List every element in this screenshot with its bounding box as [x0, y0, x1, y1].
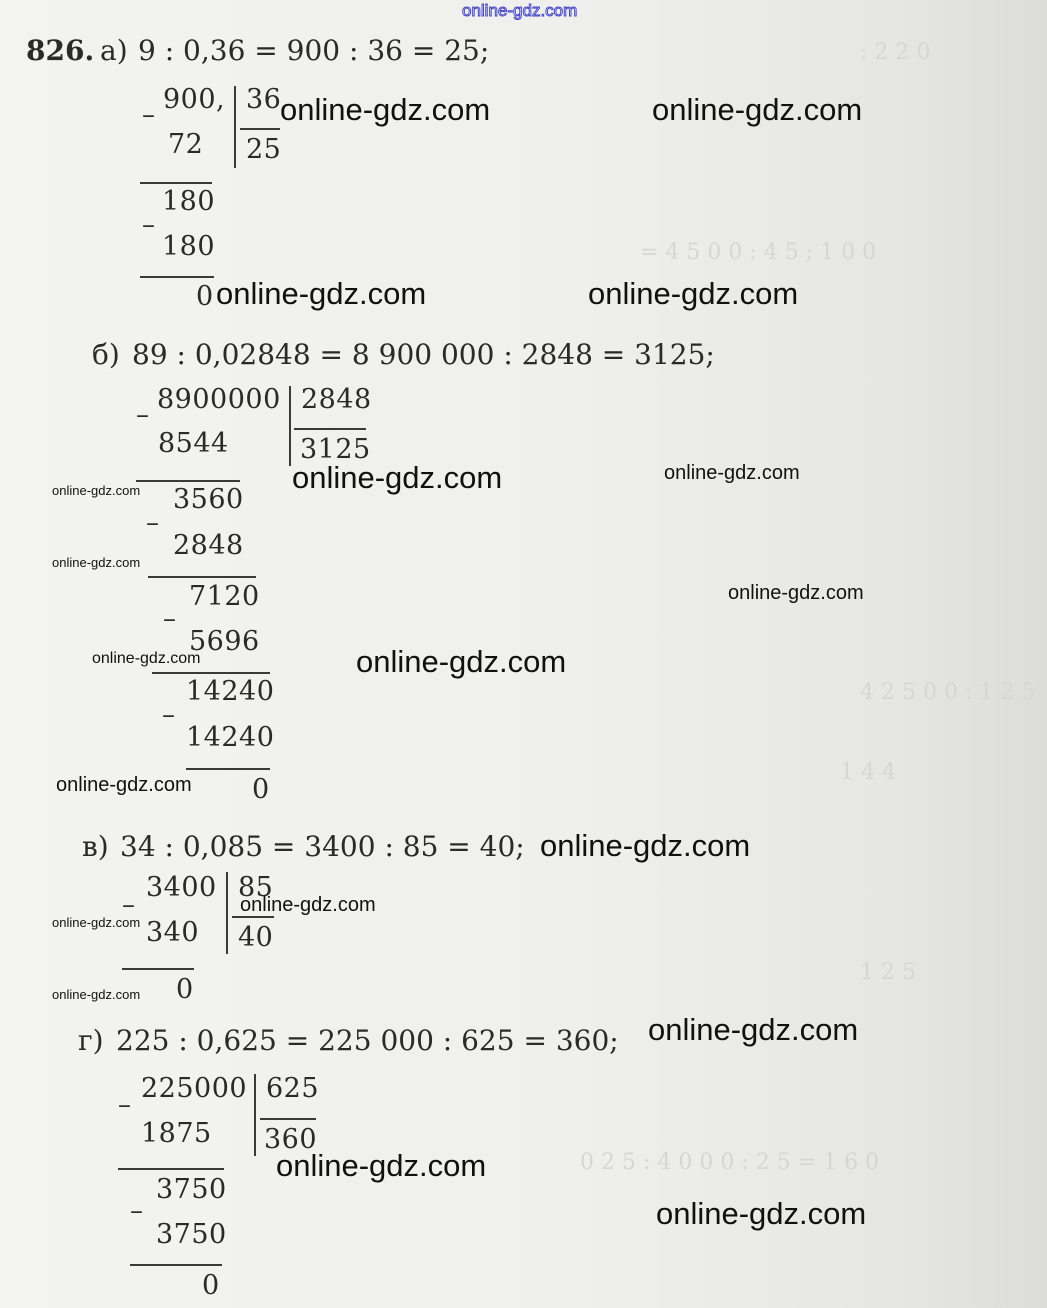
minus-sign: –: [118, 1090, 131, 1120]
minus-sign: –: [142, 100, 155, 130]
bleed-through-text: 1 4 4: [840, 760, 896, 785]
minus-sign: –: [142, 210, 155, 240]
part-v-dividend: 3400: [146, 872, 217, 903]
part-v-quotient: 40: [238, 922, 274, 953]
minus-sign: –: [146, 508, 159, 538]
part-g-step: 1875: [141, 1118, 212, 1149]
part-a-label: а): [100, 34, 128, 67]
subtraction-line: [148, 576, 256, 578]
watermark: online-gdz.com: [652, 92, 863, 127]
part-a-equation: 9 : 0,36 = 900 : 36 = 25;: [138, 34, 490, 67]
part-b-step: 14240: [186, 676, 275, 707]
minus-sign: –: [122, 890, 135, 920]
part-a-step: 180: [162, 231, 216, 262]
watermark: online-gdz.com: [656, 1196, 867, 1231]
subtraction-line: [140, 182, 212, 184]
part-g-step: 3750: [156, 1219, 227, 1250]
watermark: online-gdz.com: [52, 555, 141, 570]
part-a-step: 180: [162, 186, 216, 217]
quotient-line: [294, 428, 366, 430]
watermark: online-gdz.com: [240, 894, 376, 916]
division-bar: [234, 86, 236, 168]
watermark: online-gdz.com: [356, 644, 567, 679]
part-g-quotient: 360: [264, 1124, 318, 1155]
part-g-remainder: 0: [202, 1270, 220, 1301]
watermark: online-gdz.com: [92, 650, 201, 667]
watermark: online-gdz.com: [292, 460, 503, 495]
part-v-equation: 34 : 0,085 = 3400 : 85 = 40;: [120, 830, 525, 863]
bleed-through-text: 4 2 5 0 0 : 1 2 5: [860, 680, 1036, 705]
subtraction-line: [136, 480, 240, 482]
part-b-divisor: 2848: [301, 384, 372, 415]
part-b-step: 3560: [173, 484, 244, 515]
part-b-step: 2848: [173, 530, 244, 561]
watermark: online-gdz.com: [588, 276, 799, 311]
part-b-step: 5696: [189, 626, 260, 657]
part-a-dividend: 900,: [163, 84, 226, 115]
subtraction-line: [186, 768, 270, 770]
minus-sign: –: [136, 400, 149, 430]
bleed-through-text: = 4 5 0 0 : 4 5 ; 1 0 0: [640, 240, 877, 265]
problem-number: 826.: [26, 34, 95, 67]
part-g-dividend: 225000: [141, 1073, 248, 1104]
part-v-remainder: 0: [176, 974, 194, 1005]
bleed-through-text: 1 2 5: [860, 960, 916, 985]
part-g-equation: 225 : 0,625 = 225 000 : 625 = 360;: [116, 1024, 619, 1057]
division-bar: [254, 1074, 256, 1156]
watermark: online-gdz.com: [56, 774, 192, 796]
watermark: online-gdz.com: [648, 1012, 859, 1047]
part-v-step: 340: [146, 917, 200, 948]
subtraction-line: [122, 968, 194, 970]
subtraction-line: [152, 672, 270, 674]
part-b-step: 8544: [158, 428, 229, 459]
part-b-quotient: 3125: [300, 434, 371, 465]
part-b-label: б): [92, 338, 120, 371]
watermark: online-gdz.com: [664, 462, 800, 484]
part-g-divisor: 625: [266, 1073, 320, 1104]
part-v-label: в): [82, 830, 109, 863]
part-b-remainder: 0: [252, 774, 270, 805]
watermark: online-gdz.com: [52, 483, 141, 498]
part-a-quotient: 25: [246, 134, 282, 165]
subtraction-line: [140, 276, 214, 278]
minus-sign: –: [130, 1196, 143, 1226]
part-a-step: 72: [168, 129, 204, 160]
watermark: online-gdz.com: [280, 92, 491, 127]
part-a-remainder: 0: [196, 281, 214, 312]
bleed-through-text: : 2 2 0: [860, 40, 931, 65]
quotient-line: [260, 1118, 316, 1120]
watermark: online-gdz.com: [52, 915, 141, 930]
quotient-line: [240, 128, 280, 130]
division-bar: [289, 386, 291, 466]
part-b-dividend: 8900000: [157, 384, 281, 415]
minus-sign: –: [162, 700, 175, 730]
subtraction-line: [130, 1264, 222, 1266]
watermark: online-gdz.com: [728, 582, 864, 604]
part-g-step: 3750: [156, 1174, 227, 1205]
part-v-divisor: 85: [238, 872, 274, 903]
watermark: online-gdz.com: [540, 828, 751, 863]
part-a-divisor: 36: [246, 84, 282, 115]
watermark: online-gdz.com: [216, 276, 427, 311]
watermark: online-gdz.com: [52, 987, 141, 1002]
part-b-step: 14240: [186, 722, 275, 753]
minus-sign: –: [163, 604, 176, 634]
watermark: online-gdz.com: [276, 1148, 487, 1183]
part-b-step: 7120: [189, 581, 260, 612]
part-g-label: г): [78, 1024, 104, 1057]
subtraction-line: [118, 1168, 224, 1170]
part-b-equation: 89 : 0,02848 = 8 900 000 : 2848 = 3125;: [132, 338, 715, 371]
bleed-through-text: 0 2 5 : 4 0 0 0 : 2 5 = 1 6 0: [580, 1150, 880, 1175]
top-site-watermark: online-gdz.com: [462, 1, 578, 20]
division-bar: [226, 872, 228, 954]
